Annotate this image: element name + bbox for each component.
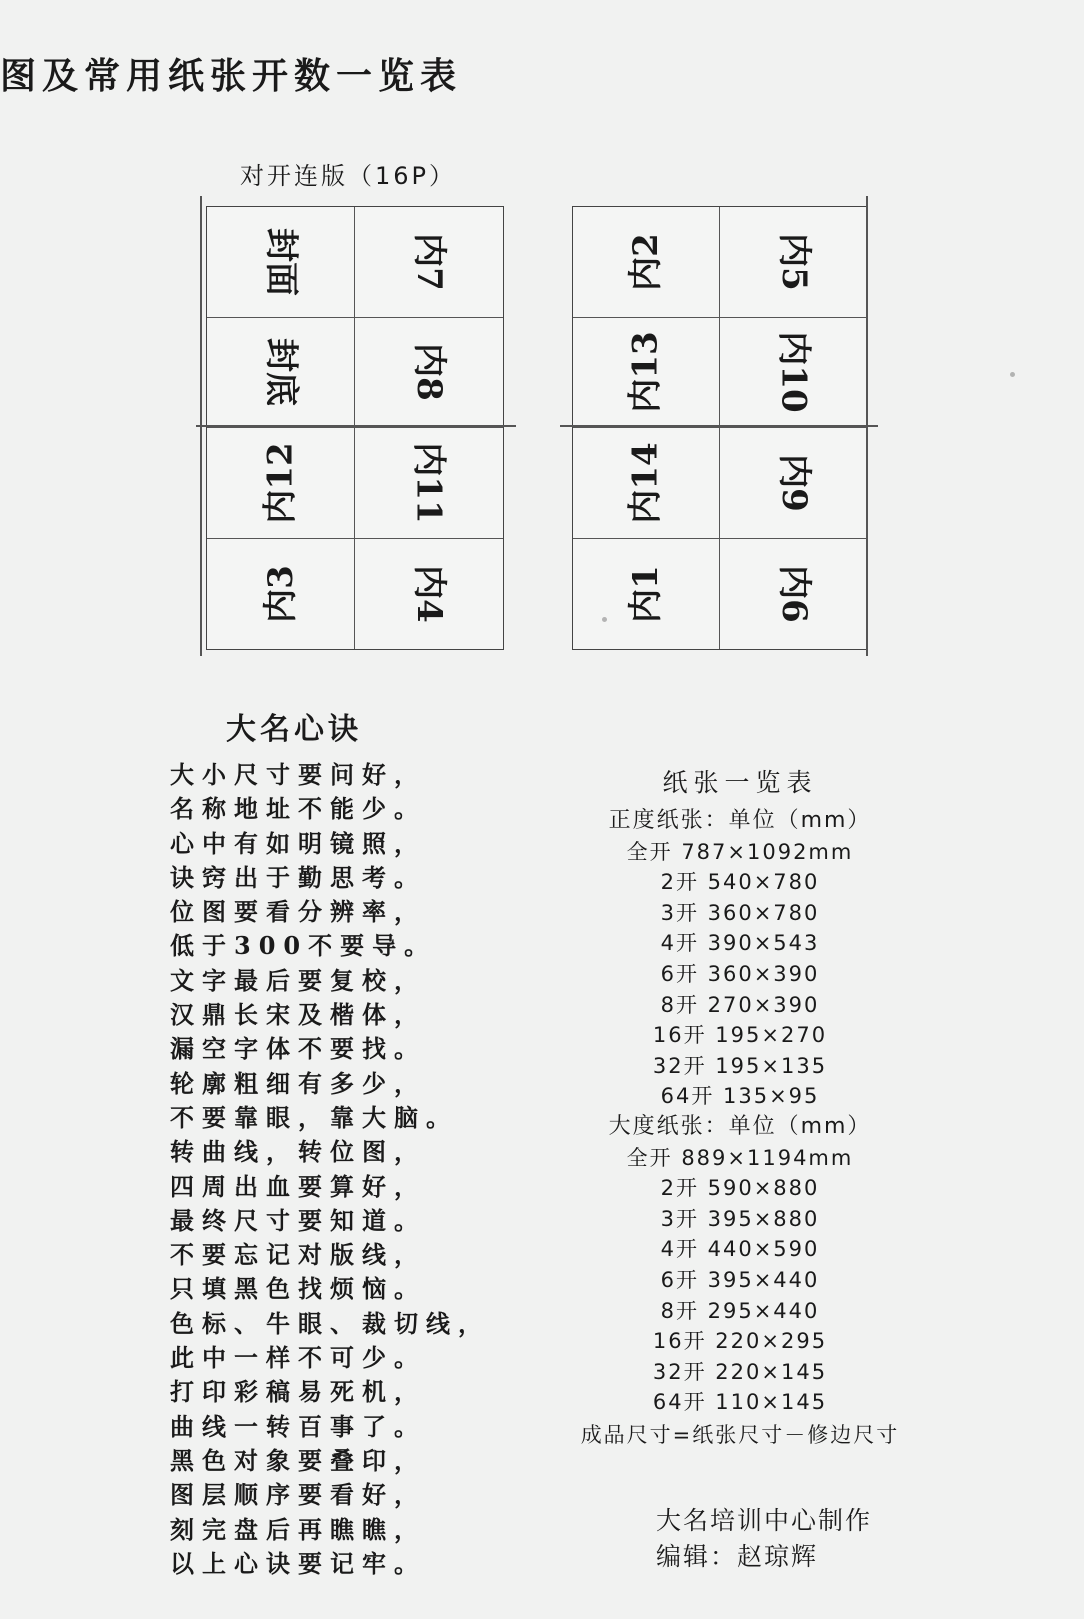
large-paper-row: 16开 220×295 (652, 1329, 828, 1354)
poem-line: 汉鼎长宋及楷体， (170, 1000, 426, 1030)
standard-paper-heading: 正度纸张：单位（mm） (608, 808, 872, 833)
standard-paper-row: 4开 390×543 (660, 931, 820, 956)
imposition-page-label: 内10 (773, 331, 814, 413)
standard-paper-row: 全开 787×1092mm (626, 839, 854, 864)
standard-paper-row: 8开 270×390 (660, 992, 820, 1017)
poem-line: 曲线一转百事了。 (170, 1411, 426, 1441)
poem-line: 低于300不要导。 (170, 931, 437, 961)
poem-line: 位图要看分辨率， (170, 897, 426, 927)
large-paper-row: 全开 889×1194mm (626, 1145, 854, 1170)
crop-mark (866, 196, 868, 656)
crop-mark (200, 196, 202, 656)
standard-paper-row: 16开 195×270 (652, 1023, 828, 1048)
imposition-page-cell (355, 318, 503, 429)
poem-line: 不要靠眼，靠大脑。 (170, 1102, 458, 1132)
poem-line: 名称地址不能少。 (170, 794, 426, 824)
large-paper-row: 6开 395×440 (660, 1267, 820, 1292)
imposition-page-label: 内9 (773, 453, 814, 512)
imposition-page-label: 内6 (773, 564, 814, 623)
standard-paper-row: 32开 195×135 (652, 1053, 828, 1078)
scan-speck (602, 617, 607, 622)
poem-line: 转曲线，转位图， (170, 1137, 426, 1167)
scan-speck (1010, 372, 1015, 377)
standard-paper-row: 3开 360×780 (660, 900, 820, 925)
imposition-sheet-right (572, 206, 868, 650)
imposition-page-label: 内14 (625, 442, 666, 524)
standard-paper-list (520, 837, 960, 1112)
imposition-page-cell (573, 207, 720, 318)
standard-paper-row: 6开 360×390 (660, 961, 820, 986)
poem-line: 图层顺序要看好， (170, 1480, 426, 1510)
imposition-page-label: 内5 (773, 232, 814, 291)
large-paper-row: 2开 590×880 (660, 1176, 820, 1201)
standard-paper-row: 2开 540×780 (660, 870, 820, 895)
large-paper-row: 64开 110×145 (652, 1390, 828, 1415)
imposition-caption: 对开连版（16P） (240, 162, 457, 190)
poem-line: 大小尺寸要问好， (170, 760, 426, 789)
poem-line: 轮廓粗细有多少， (170, 1068, 426, 1098)
imposition-page-cell (355, 207, 503, 318)
crop-mark (560, 425, 878, 427)
page-title: 图及常用纸张开数一览表 (0, 56, 463, 97)
imposition-page-cell (573, 428, 720, 539)
paper-table-title: 纸张一览表 (662, 768, 818, 797)
imposition-page-label: 内12 (260, 442, 301, 524)
imposition-page-cell (207, 539, 355, 650)
poem-line: 心中有如明镜照， (170, 828, 426, 858)
poem-line: 诀窍出于勤思考。 (170, 862, 426, 892)
poem-line: 不要忘记对版线， (170, 1240, 426, 1270)
poem-line: 漏空字体不要找。 (170, 1034, 426, 1064)
large-paper-row: 32开 220×145 (652, 1359, 828, 1384)
imposition-page-label: 内2 (625, 232, 666, 291)
poem-line: 以上心诀要记牢。 (170, 1548, 426, 1578)
trim-size-note: 成品尺寸=纸张尺寸－修边尺寸 (580, 1422, 900, 1447)
imposition-page-label: 内1 (625, 564, 666, 623)
imposition-page-cell (573, 539, 720, 650)
poem-line: 文字最后要复校， (170, 965, 426, 995)
standard-paper-row: 64开 135×95 (660, 1084, 820, 1109)
imposition-page-cell (720, 428, 867, 539)
imposition-page-cell (207, 428, 355, 539)
imposition-sheet-left (206, 206, 504, 650)
large-paper-row: 3开 395×880 (660, 1206, 820, 1231)
large-paper-row: 4开 440×590 (660, 1237, 820, 1262)
imposition-page-cell (207, 318, 355, 429)
imposition-page-label: 封面 (260, 227, 301, 296)
poem-line: 只填黑色找烦恼。 (170, 1274, 426, 1304)
imposition-page-label: 内13 (625, 331, 666, 413)
imposition-page-label: 内7 (408, 232, 449, 291)
poem-line: 色标、牛眼、裁切线， (170, 1308, 490, 1338)
imposition-page-cell (355, 539, 503, 650)
imposition-page-cell (720, 318, 867, 429)
imposition-page-cell (573, 318, 720, 429)
imposition-page-cell (720, 207, 867, 318)
large-paper-list (520, 1143, 960, 1418)
producer-credit: 大名培训中心制作 (656, 1506, 873, 1535)
poem-line: 打印彩稿易死机， (170, 1377, 426, 1407)
poem-line: 刻完盘后再瞧瞧， (170, 1514, 426, 1544)
poem-line: 四周出血要算好， (170, 1171, 426, 1201)
imposition-page-cell (207, 207, 355, 318)
imposition-page-label: 内4 (408, 564, 449, 623)
poem-line: 此中一样不可少。 (170, 1343, 426, 1373)
imposition-page-cell (355, 428, 503, 539)
editor-credit: 编辑：赵琼辉 (656, 1542, 819, 1571)
poem-line: 最终尺寸要知道。 (170, 1205, 426, 1235)
imposition-page-label: 内8 (408, 343, 449, 402)
imposition-page-label: 内3 (260, 564, 301, 623)
paper-size-table (520, 760, 960, 1452)
imposition-page-cell (720, 539, 867, 650)
imposition-page-label: 封底 (260, 338, 301, 407)
imposition-page-label: 内11 (408, 442, 449, 524)
poem-line: 黑色对象要叠印， (170, 1445, 426, 1475)
crop-mark (196, 425, 516, 427)
credits (656, 1503, 872, 1575)
large-paper-heading: 大度纸张：单位（mm） (608, 1113, 872, 1139)
large-paper-row: 8开 295×440 (660, 1298, 820, 1323)
poem (170, 758, 490, 1581)
poem-title: 大名心诀 (226, 712, 362, 747)
